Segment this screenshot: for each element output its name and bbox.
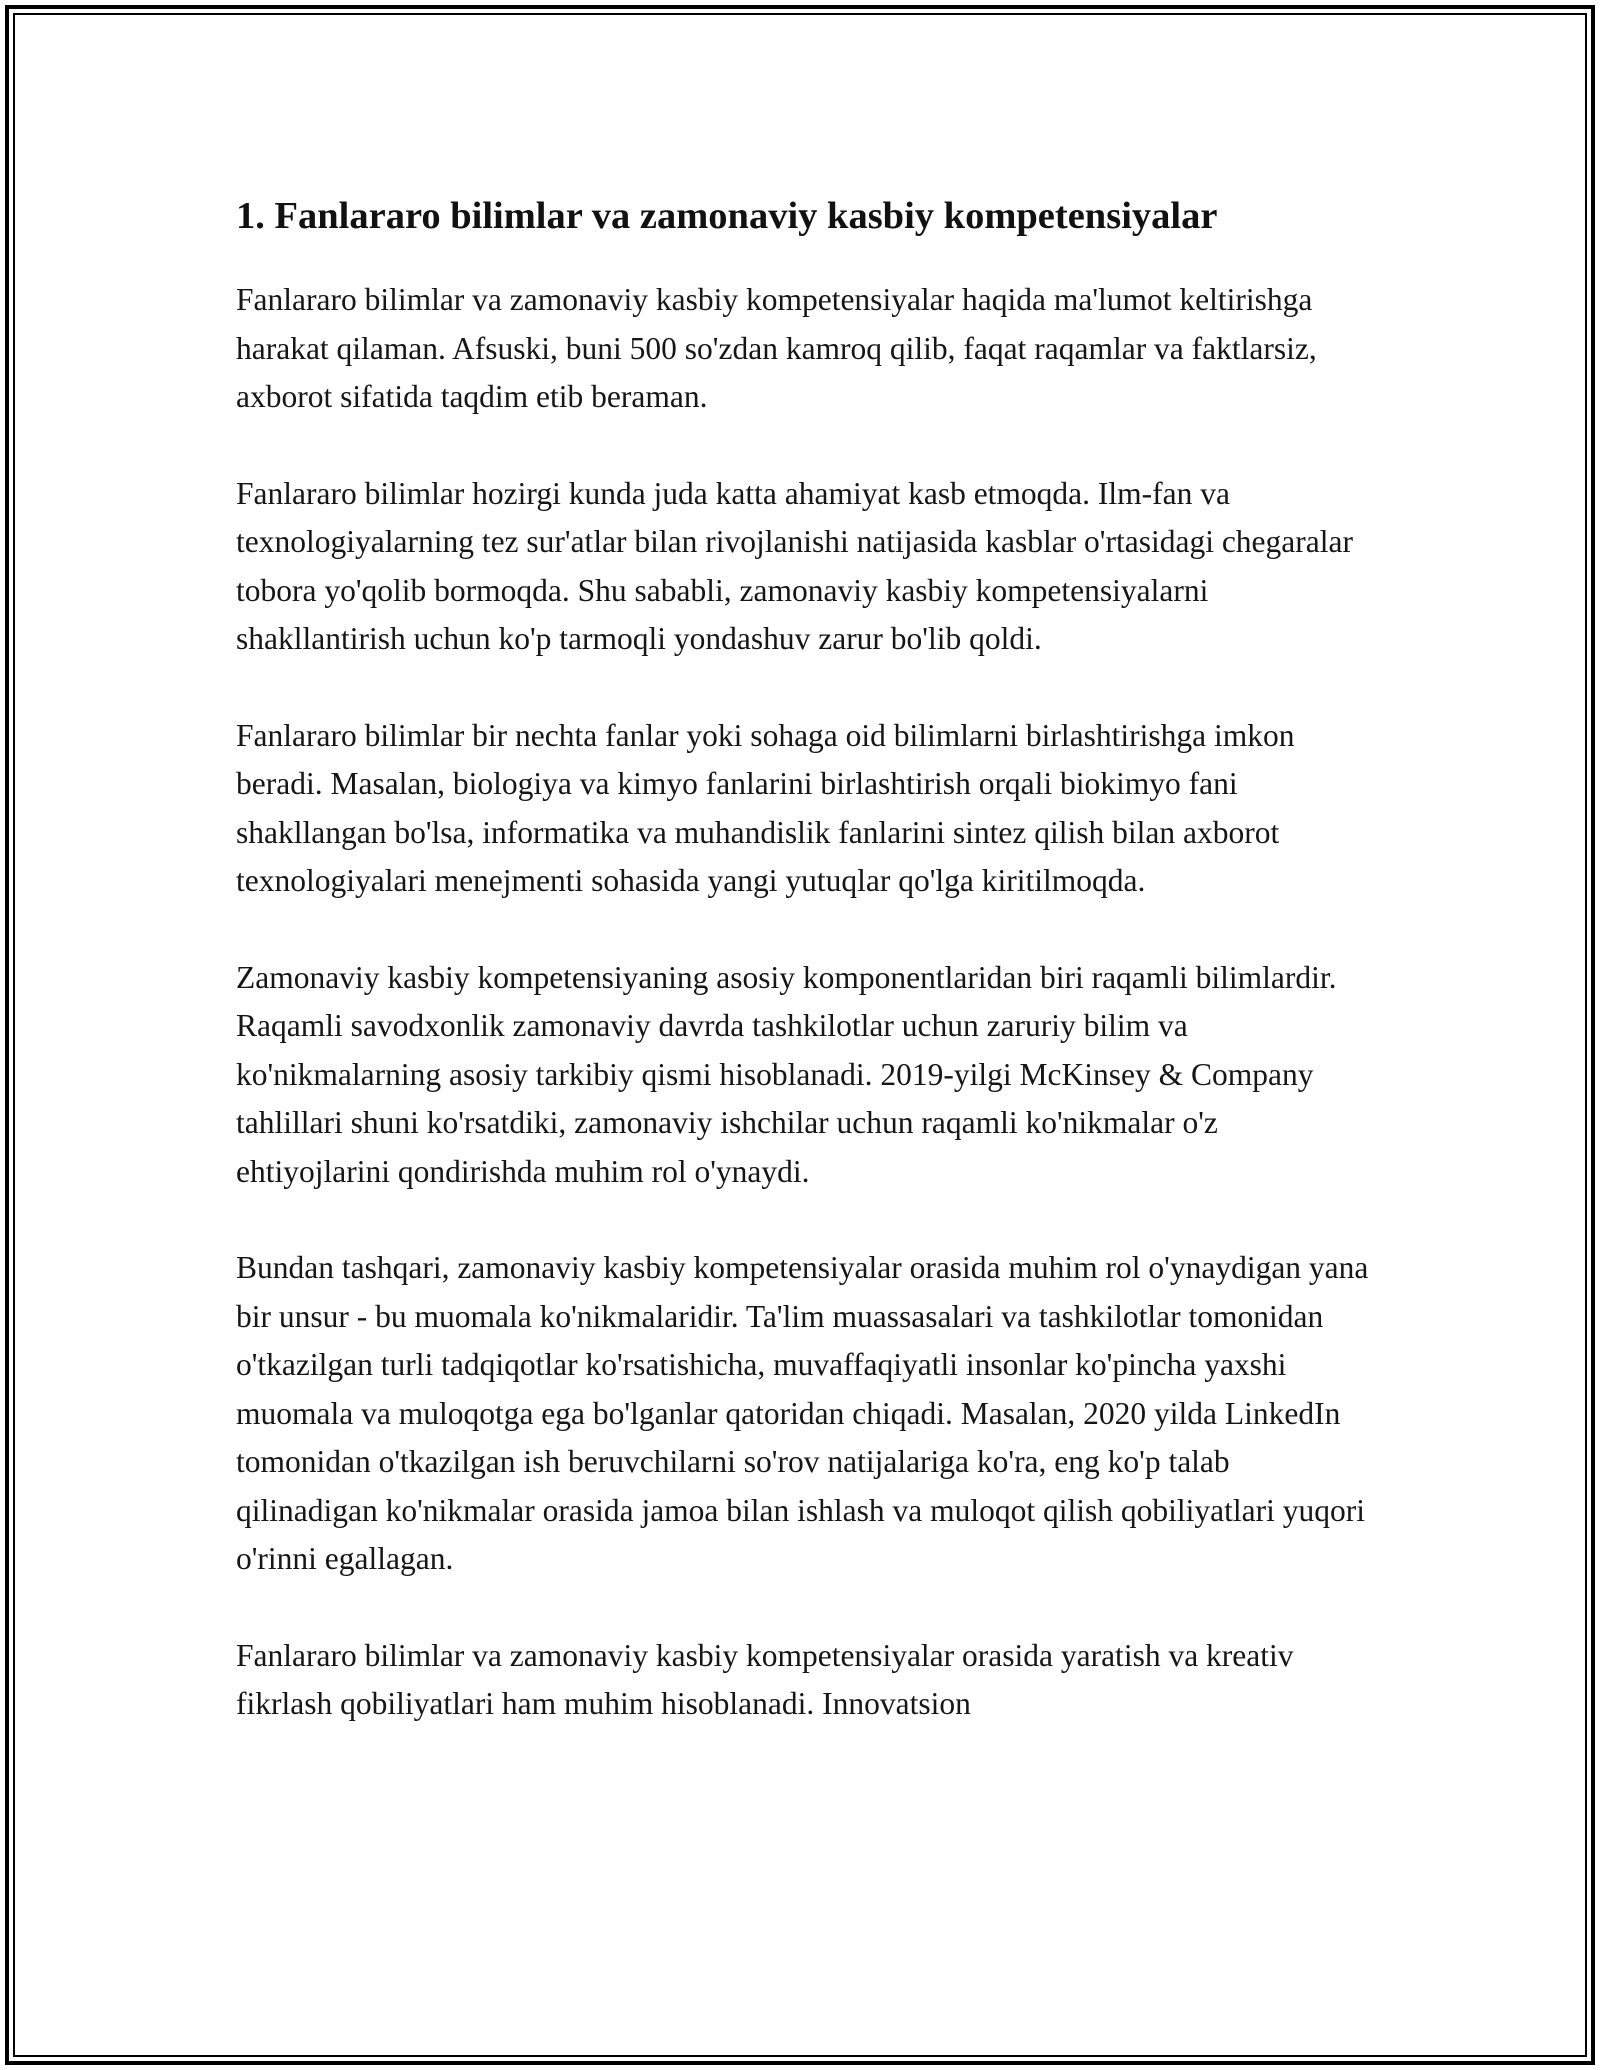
paragraph-4: Zamonaviy kasbiy kompetensiyaning asosiy komponentlaridan biri raqamli bilimlardir. Raqamli savodxonlik zamonaviy davrda tashkilotlar uchun zaruriy bilim va ko'nikmalarning asosiy tarkibiy qismi hisoblanadi. 2019-yilgi McKinsey & Company tahlillari shuni ko'rsatdiki, zamonaviy ishchilar uchun raqamli ko'nikmalar o'z ehtiyojlarini qondirishda muhim rol o'ynaydi. xyxy=(236,959,1337,1189)
paragraph-3: Fanlararo bilimlar bir nechta fanlar yoki sohaga oid bilimlarni birlashtirishga imkon beradi. Masalan, biologiya va kimyo fanlarini birlashtirish orqali biokimyo fani shakllangan bo'lsa, informatika va muhandislik fanlarini sintez qilish bilan axborot texnologiyalari menejmenti sohasida yangi yutuqlar qo'lga kiritilmoqda. xyxy=(236,717,1295,898)
paragraph-5: Bundan tashqari, zamonaviy kasbiy kompetensiyalar orasida muhim rol o'ynaydigan yana bir unsur - bu muomala ko'nikmalaridir. Ta'lim muassasalari va tashkilotlar tomonidan o'tkazilgan turli tadqiqotlar ko'rsatishicha, muvaffaqiyatli insonlar ko'pincha yaxshi muomala va muloqotga ega bo'lganlar qatoridan chiqadi. Masalan, 2020 yilda LinkedIn tomonidan o'tkazilgan ish beruvchilarni so'rov natijalariga ko'ra, eng ko'p talab qilinadigan ko'nikmalar orasida jamoa bilan ishlash va muloqot qilish qobiliyatlari yuqori o'rinni egallagan. xyxy=(236,1250,1369,1576)
document-body xyxy=(236,188,1376,1777)
paragraph-6: Fanlararo bilimlar va zamonaviy kasbiy kompetensiyalar orasida yaratish va kreativ fikrlash qobiliyatlari ham muhim hisoblanadi. Innovatsion xyxy=(236,1637,1294,1721)
paragraph-1: Fanlararo bilimlar va zamonaviy kasbiy kompetensiyalar haqida ma'lumot keltirishga harakat qilaman. Afsuski, buni 500 so'zdan kamroq qilib, faqat raqamlar va faktlarsiz, axborot sifatida taqdim etib beraman. xyxy=(236,282,1317,414)
paragraph-2: Fanlararo bilimlar hozirgi kunda juda katta ahamiyat kasb etmoqda. Ilm-fan va texnologiyalarning tez sur'atlar bilan rivojlanishi natijasida kasblar o'rtasidagi chegaralar tobora yo'qolib bormoqda. Shu sababli, zamonaviy kasbiy kompetensiyalarni shakllantirish uchun ko'p tarmoqli yondashuv zarur bo'lib qoldi. xyxy=(236,475,1353,656)
section-heading: 1. Fanlararo bilimlar va zamonaviy kasbiy kompetensiyalar xyxy=(236,195,1218,237)
